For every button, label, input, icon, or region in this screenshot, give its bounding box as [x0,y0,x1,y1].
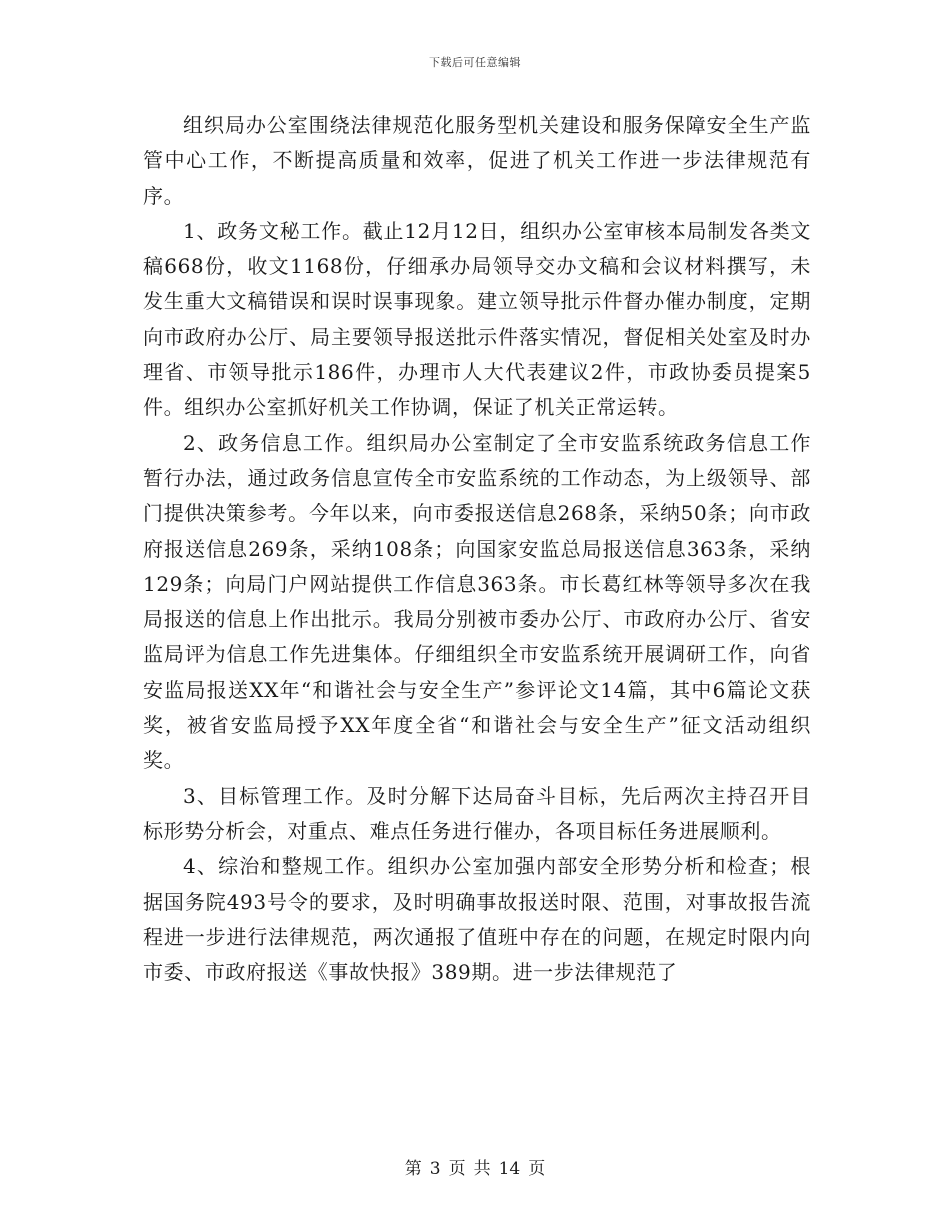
current-page-number: 3 [429,1159,441,1179]
total-page-number: 14 [498,1159,521,1179]
intro-paragraph: 组织局办公室围绕法律规范化服务型机关建设和服务保障安全生产监管中心工作，不断提高质量和效率，促进了机关工作进一步法律规范有序。 [143,113,811,208]
paragraph-information-work: 2、政务信息工作。组织局办公室制定了全市安监系统政务信息工作暂行办法，通过政务信息宣传全市安监系统的工作动态，为上级领导、部门提供决策参考。今年以来，向市委报送信息268条，采纳50条；向市政府报送信息269条，采纳108条；向国家安监总局报送信息363条，采纳129条；向局门户网站提供工作信息363条。市长葛红林等领导多次在我局报送的信息上作出批示。我局分别被市委办公厅、市政府办公厅、省安监局评为信息工作先进集体。仔细组织全市安监系统开展调研工作，向省安监局报送XX年“和谐社会与安全生产”参评论文14篇，其中6篇论文获奖，被省安监局授予XX年度全省“和谐社会与安全生产”征文活动组织奖。 [143,430,811,773]
paragraph-comprehensive-governance: 4、综治和整规工作。组织办公室加强内部安全形势分析和检查；根据国务院493号令的要求，及时明确事故报送时限、范围，对事故报告流程进一步进行法律规范，两次通报了值班中存在的问题，在规定时限内向市委、市政府报送《事故快报》389期。进一步法律规范了 [143,854,811,985]
paragraph-document-work: 1、政务文秘工作。截止12月12日，组织办公室审核本局制发各类文稿668份，收文1168份，仔细承办局领导交办文稿和会议材料撰写，未发生重大文稿错误和误时误事现象。建立领导批示件督办催办制度，定期向市政府办公厅、局主要领导报送批示件落实情况，督促相关处室及时办理省、市领导批示186件，办理市人大代表建议2件，市政协委员提案5件。组织办公室抓好机关工作协调，保证了机关正常运转。 [143,218,811,420]
footer-total-label: 共 [473,1159,491,1179]
paragraph-target-management: 3、目标管理工作。及时分解下达局奋斗目标，先后两次主持召开目标形势分析会，对重点、难点任务进行催办，各项目标任务进展顺利。 [143,783,811,843]
page-footer [0,1154,950,1179]
footer-suffix: 页 [528,1159,546,1179]
document-body [143,108,811,990]
page-header: 下载后可任意编辑 [429,56,521,69]
footer-page-label: 页 [448,1159,466,1179]
footer-prefix: 第 [404,1159,422,1179]
